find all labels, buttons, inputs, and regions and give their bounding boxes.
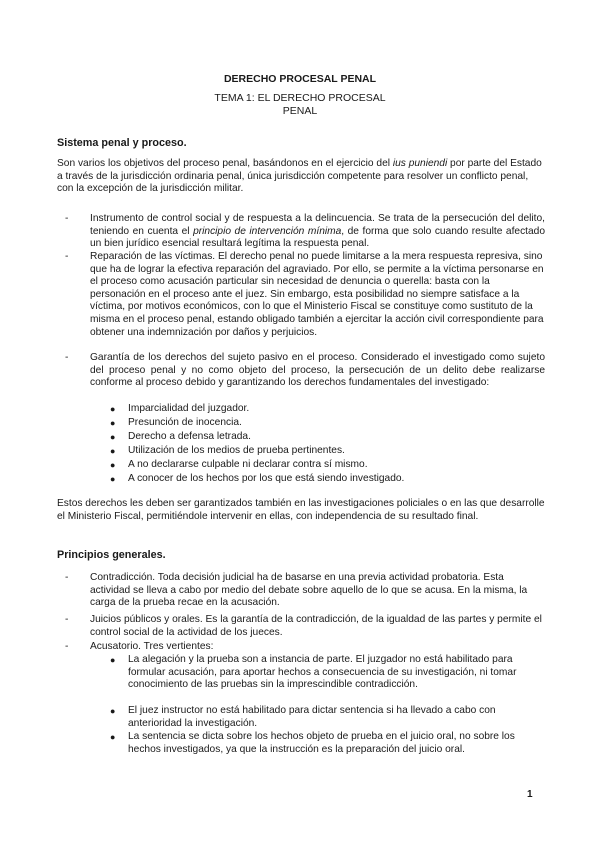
list-item-text: Instrumento de control social y de respuesta a la delincuencia. Se trata de la persecución del delito, teniendo en cuenta el principio de intervención mínima, de forma que solo cuando resulte afectado un bien jurídico esencial resultará legítima la respuesta penal.	[90, 213, 545, 250]
list-item	[65, 352, 545, 390]
bullet-icon: ●	[110, 655, 116, 665]
intro-text-b: por parte del Estado a través de la jurisdicción ordinaria penal, única jurisdicción competente para resolver un conflicto penal, con la excepción de la jurisdicción militar.	[57, 158, 542, 195]
document-title: DERECHO PROCESAL PENAL	[223, 73, 377, 85]
list-item-text: Reparación de las víctimas. El derecho penal no puede limitarse a la mera respuesta represiva, sino que ha de lograr la efectiva reparación del agraviado. Por ello, se permite a la víctima personarse en el proceso como acusación particular sin necesidad de denuncia o querella: basta con la personación en el proceso ante el juez. Sin embargo, esta posibilidad no siempre satisface a la víctima, por motivos económicos, con lo que el Ministerio Fiscal se constituye como sustituto de la misma en el proceso penal, estando obligado también a ejercitar la acción civil correspondiente para obtener una indemnización por daños y perjuicios.	[90, 251, 544, 338]
intro-paragraph	[57, 158, 545, 196]
closing-paragraph: Estos derechos les deben ser garantizados también en las investigaciones policiales o en las que desarrolle el Ministerio Fiscal, permitiéndole intervenir en ellas, con independencia de su resultado final.	[57, 498, 545, 522]
bullet-icon: ●	[110, 404, 116, 414]
intro-italic-term: ius puniendi	[392, 158, 448, 169]
italic-term: principio de intervención mínima	[193, 225, 342, 237]
dash-marker: -	[65, 352, 69, 363]
bullet-icon: ●	[110, 432, 116, 442]
document-subtitle	[200, 92, 400, 118]
list-item-text: Garantía de los derechos del sujeto pasivo en el proceso. Considerado el investigado como sujeto del proceso penal y no como objeto del proceso, la persecución de un delito debe realizarse conforme al proceso debido y garantizando los derechos fundamentales del investigado:	[90, 352, 545, 389]
bullet-icon: ●	[110, 474, 116, 484]
list-item-text: Acusatorio. Tres vertientes:	[90, 641, 214, 652]
bullet-item: ● La sentencia se dicta sobre los hechos objeto de prueba en el juicio oral, no sobre los hechos investigados, ya que la instrucción es la preparación del juicio oral.	[110, 731, 515, 755]
bullet-item: ● A no declararse culpable ni declarar contra sí mismo.	[110, 459, 368, 470]
intro-text-a: Son varios los objetivos del proceso penal, basándonos en el ejercicio del	[57, 158, 393, 169]
list-item	[65, 641, 545, 654]
bullet-item: ● Derecho a defensa letrada.	[110, 431, 251, 442]
bullet-item: ● Utilización de los medios de prueba pertinentes.	[110, 445, 345, 456]
section-heading-principios: Principios generales.	[57, 549, 166, 561]
bullet-icon: ●	[110, 418, 116, 428]
dash-marker: -	[65, 641, 69, 652]
list-item	[65, 251, 545, 339]
list-item-text: Juicios públicos y orales. Es la garantía de la contradicción, de la igualdad de las partes y permite el control social de la actividad de los jueces.	[90, 614, 542, 638]
subtitle-line-1: TEMA 1: EL DERECHO PROCESAL	[214, 92, 386, 104]
bullet-item: ● Presunción de inocencia.	[110, 417, 242, 428]
page-number: 1	[527, 789, 533, 800]
dash-marker: -	[65, 614, 69, 625]
bullet-icon: ●	[110, 446, 116, 456]
dash-marker: -	[65, 572, 69, 583]
dash-marker: -	[65, 251, 69, 262]
bullet-icon: ●	[110, 732, 116, 742]
list-item	[65, 572, 545, 610]
bullet-item: ● Imparcialidad del juzgador.	[110, 403, 250, 414]
bullet-icon: ●	[110, 460, 116, 470]
bullet-item: ● La alegación y la prueba son a instancia de parte. El juzgador no está habilitado para formular acusación, para aportar hechos a consecuencia de su investigación, ni tomar conocimiento de las pruebas sin la imprescindible contradicción.	[110, 654, 517, 691]
list-item	[65, 213, 545, 251]
list-item	[65, 614, 545, 639]
list-item-text: Contradicción. Toda decisión judicial ha de basarse en una previa actividad probatoria. Esta actividad se lleva a cabo por medio del debate sobre aquello de lo que se acusa. En la misma, la carga de la prueba recae en la acusación.	[90, 572, 528, 609]
dash-marker: -	[65, 213, 69, 224]
bullet-icon: ●	[110, 706, 116, 716]
bullet-item: ● A conocer de los hechos por los que está siendo investigado.	[110, 473, 405, 484]
bullet-item: ● El juez instructor no está habilitado para dictar sentencia si ha llevado a cabo con anterioridad la investigación.	[110, 705, 496, 729]
section-heading-sistema-penal: Sistema penal y proceso.	[57, 137, 187, 149]
subtitle-line-2: PENAL	[282, 105, 318, 117]
